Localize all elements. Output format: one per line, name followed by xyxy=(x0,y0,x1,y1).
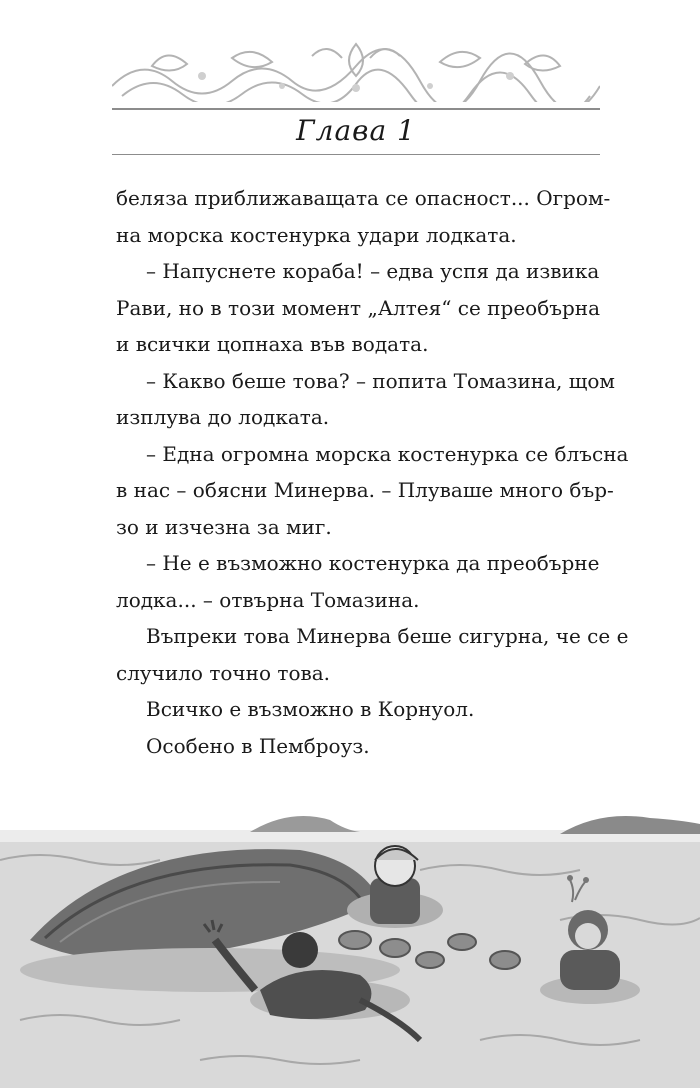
text-line: Въпреки това Минерва беше сигурна, че се е xyxy=(146,624,629,648)
text-line: – Една огромна морска костенурка се блъсна xyxy=(146,441,629,466)
text-line: Рави, но в този момент „Алтея“ се преобърна xyxy=(116,295,601,320)
text-line: лодка... – отвърна Томазина. xyxy=(116,587,420,612)
header-rule-top xyxy=(112,108,600,110)
text-line: на морска костенурка удари лодката. xyxy=(116,222,517,247)
text-line: – Какво беше това? – попита Томазина, щом xyxy=(146,368,615,393)
chapter-title: Глава 1 xyxy=(296,114,416,147)
header-rule-bottom xyxy=(112,154,600,155)
text-line: Особено в Пемброуз. xyxy=(146,733,370,758)
text-line: в нас – обясни Минерва. – Плуваше много бър- xyxy=(116,478,614,502)
text-line: беляза приближаващата се опасност... Огром- xyxy=(116,186,611,210)
text-line: случило точно това. xyxy=(116,660,331,685)
text-line: и всички цопнаха във водата. xyxy=(116,332,429,356)
text-line: – Напуснете кораба! – едва успя да извика xyxy=(146,259,600,283)
text-line: изплува до лодката. xyxy=(116,405,330,429)
ornamental-header-band xyxy=(112,36,600,102)
capsized-boat-illustration xyxy=(0,790,700,1088)
text-line: – Не е възможно костенурка да преобърне xyxy=(146,551,600,575)
text-line: Всичко е възможно в Корнуол. xyxy=(146,697,475,721)
text-line: зо и изчезна за миг. xyxy=(116,514,332,539)
body-text xyxy=(116,180,629,764)
